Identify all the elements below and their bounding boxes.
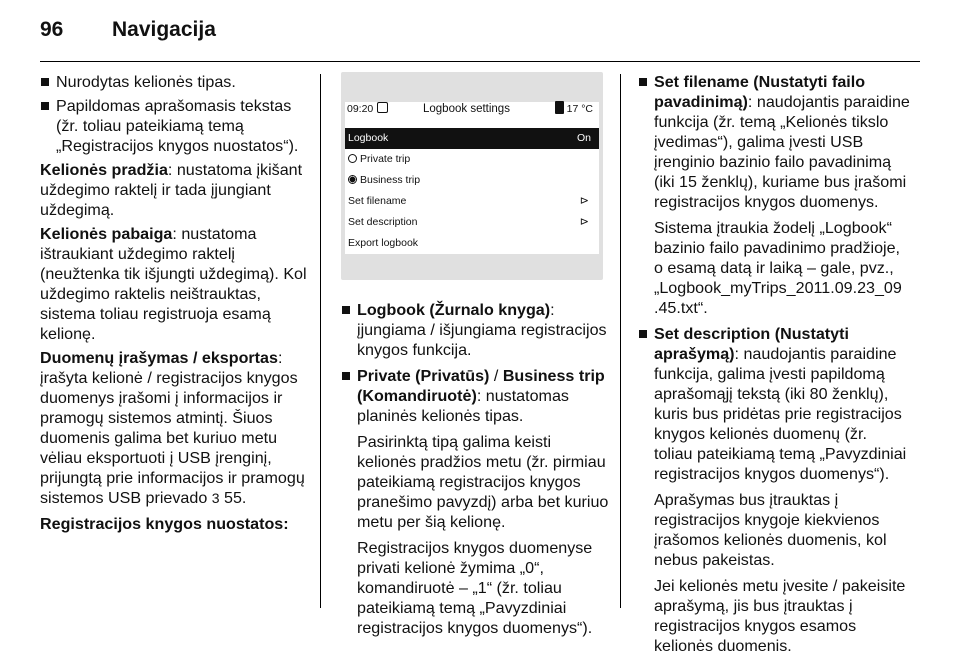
text-line: knygos funkcija. (357, 341, 472, 359)
text-line: funkcija, galima įvesti papildomą (654, 365, 885, 383)
text-line: įrašyta kelionė / registracijos knygos (40, 369, 298, 387)
menu-item-private-trip[interactable]: Private trip (345, 149, 599, 170)
logbook-settings-screen-figure (341, 72, 603, 280)
text-line: kuris bus pridėtas prie registracijos (654, 405, 902, 423)
text-line: uždegimo raktelį ir tada įjungiant (40, 181, 271, 199)
text-line: duomenys įrašomi į informacijos ir (40, 389, 283, 407)
recording-paragraph: Duomenų įrašymas / eksportas: (40, 349, 283, 367)
chevron-right-icon: ⊳ (579, 195, 589, 207)
bullet-item: Papildomas aprašomasis tekstas (40, 96, 308, 116)
text-line: o esamą datą ir laiką – gale, pvz., (654, 259, 894, 277)
page-number: 96 (40, 18, 64, 41)
thermometer-icon (555, 101, 564, 114)
text-line: metu per šią kelionę. (357, 513, 506, 531)
bullet-item: Set description (Nustatyti (638, 324, 916, 344)
screen-temperature: 17 °C (555, 100, 593, 118)
menu-item-logbook[interactable]: Logbook On (345, 128, 599, 149)
menu-item-export-logbook[interactable]: Export logbook (348, 237, 419, 249)
radio-on-icon (348, 175, 357, 184)
text-line: (iki 15 ženklų), kuriame bus įrašomi (654, 173, 907, 191)
text-line: (Komandiruotė): nustatomas (357, 387, 569, 405)
text-line: Registracijos knygos duomenyse (357, 539, 593, 557)
menu-item-business-trip[interactable]: Business trip (345, 170, 599, 191)
text-line: įrenginio bazinio failo pavadinimą (654, 153, 892, 171)
text-line: nebus pakeistas. (654, 551, 775, 569)
text-line: pramogų sistemos atmintį. Šiuos (40, 409, 273, 427)
chevron-right-icon: ⊳ (579, 216, 589, 228)
header-divider (40, 61, 920, 62)
column-divider-1 (320, 74, 321, 608)
text-line: registracijos knygos esamos (654, 617, 857, 635)
text-line: aprašomąjį tekstą (iki 80 ženklų), (654, 385, 889, 403)
text-line: prijungtą prie informacijos ir pramogų (40, 469, 305, 487)
text-line: Pasirinktą tipą galima keisti (357, 433, 552, 451)
text-line: funkcija (žr. temą „Kelionės tikslo (654, 113, 889, 131)
page-reference-icon: 3 (211, 490, 220, 506)
text-line: pranešimo pavyzdį) arba bet kuriuo (357, 493, 609, 511)
page-title: Navigacija (112, 18, 216, 41)
back-icon (377, 102, 388, 113)
bullet-item: Nurodytas kelionės tipas. (40, 72, 308, 92)
text-line: įrašomos kelionės duomenis, kol (654, 531, 887, 549)
screen-title: Logbook settings (423, 103, 510, 115)
column-1 (40, 72, 308, 534)
text-line: sistemos USB prievado 3 55. (40, 489, 247, 507)
text-line: knygos kelionės duomenų (žr. (654, 425, 867, 443)
bullet-item: Private (Privatūs) / Business trip (341, 366, 609, 386)
text-line: registracijos knygoje kiekvienos (654, 511, 880, 529)
text-line: komandiruotė – „1“ (žr. toliau (357, 579, 562, 597)
bullet-item: Logbook (Žurnalo knyga): (341, 300, 609, 320)
menu-item-set-filename[interactable]: Set filename ⊳ (345, 191, 599, 212)
text-line: aprašymą): naudojantis paraidine (654, 345, 897, 363)
text-line: uždegimo raktelis neištrauktas, (40, 285, 261, 303)
text-line: „Logbook_myTrips_2011.09.23_09 (654, 279, 902, 297)
text-line: kelionę. (40, 325, 96, 343)
text-line: Sistema įtraukia žodelį „Logbook“ (654, 219, 892, 237)
text-line: (žr. toliau pateikiamą temą (56, 117, 244, 135)
text-line: „Registracijos knygos nuostatos“). (56, 137, 299, 155)
text-line: bazinio failo pavadinimo pradžioje, (654, 239, 901, 257)
column-divider-2 (620, 74, 621, 608)
text-line: Jei kelionės metu įvesite / pakeisite (654, 577, 906, 595)
text-line: .45.txt“. (654, 299, 708, 317)
term: Duomenų įrašymas / eksportas (40, 349, 278, 367)
text-line: registracijos knygos duomenys“). (654, 465, 890, 483)
page-reference[interactable]: 55. (219, 489, 247, 507)
text-line: duomenis galima bet kuriuo metu (40, 429, 278, 447)
ignition-end-paragraph: Kelionės pabaiga: nustatoma (40, 225, 257, 243)
text-line: vėliau eksportuoti į USB įrenginį, (40, 449, 272, 467)
text-line: pateikiamą registracijos knygos (357, 473, 581, 491)
text-line: pateikiamą temą „Pavyzdiniai (357, 599, 567, 617)
text-line: privati kelionė žymima „0“, (357, 559, 544, 577)
text-line: įvedimas“), galima įvesti USB (654, 133, 864, 151)
menu-item-set-description[interactable]: Set description ⊳ (345, 212, 599, 233)
settings-heading: Registracijos knygos nuostatos: (40, 515, 289, 533)
screen-status-bar (345, 98, 599, 120)
text-line: pavadinimą): naudojantis paraidine (654, 93, 910, 111)
text-line: ištraukiant uždegimo raktelį (40, 245, 236, 263)
text-line: registracijos knygos duomenys“). (357, 619, 593, 637)
logbook-settings-screen (345, 102, 599, 254)
logbook-toggle-value: On (576, 132, 591, 144)
text-line: registracijos knygos duomenys. (654, 193, 879, 211)
text-line: uždegimą. (40, 201, 115, 219)
text-line: Aprašymas bus įtrauktas į (654, 491, 839, 509)
text-line: toliau pateikiamą temą „Pavyzdiniai (654, 445, 907, 463)
page-header (40, 18, 920, 58)
text-line: aprašymą, jis bus įtrauktas į (654, 597, 853, 615)
column-2 (341, 72, 609, 638)
ignition-start-paragraph: Kelionės pradžia: nustatoma įkišant (40, 161, 303, 179)
screen-time: 09:20 (347, 100, 388, 118)
radio-off-icon (348, 154, 357, 163)
term: Kelionės pradžia (40, 161, 168, 179)
column-3 (638, 72, 916, 656)
screen-menu (345, 128, 599, 254)
text-line: kelionės pradžios metu (žr. pirmiau (357, 453, 606, 471)
bullet-item: Set filename (Nustatyti failo (638, 72, 916, 92)
text-line: kelionės duomenis. (654, 637, 792, 655)
text-line: įjungiama / išjungiama registracijos (357, 321, 607, 339)
term: Kelionės pabaiga (40, 225, 173, 243)
text-line: planinės kelionės tipas. (357, 407, 524, 425)
text-line: (neužtenka tik išjungti uždegimą). Kol (40, 265, 307, 283)
text-line: sistema toliau registruoja esamą (40, 305, 271, 323)
